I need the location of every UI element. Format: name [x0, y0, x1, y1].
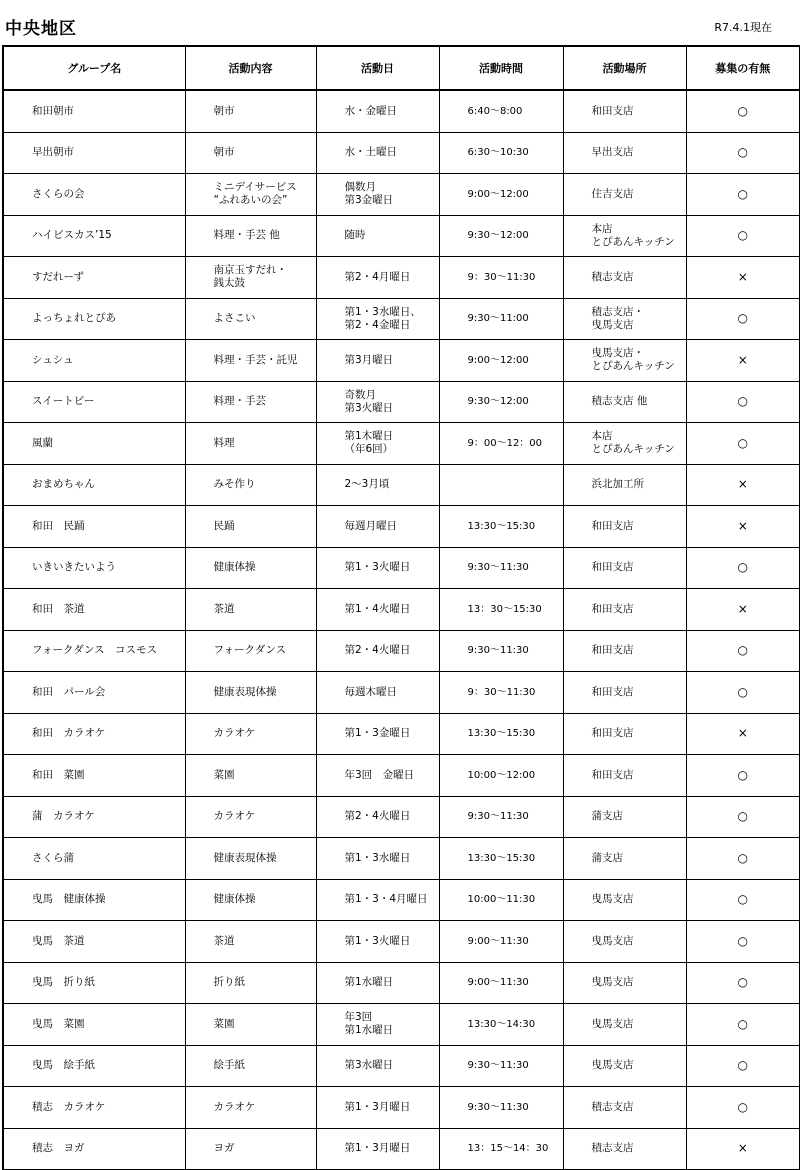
recruiting-cell: ○: [686, 174, 800, 216]
activity-cell: 健康表現体操: [185, 838, 316, 880]
column-header-time: 活動時間: [439, 46, 563, 90]
as-of-date: R7.4.1現在: [714, 21, 772, 34]
time-cell: 9:30～11:30: [439, 1045, 563, 1087]
table-row: [3, 464, 800, 506]
table-row: [3, 796, 800, 838]
group-name-cell: フォークダンス コスモス: [3, 630, 185, 672]
days-cell: 2～3月頃: [316, 464, 439, 506]
activity-cell: 菜園: [185, 1004, 316, 1046]
activity-cell: 料理・手芸: [185, 381, 316, 423]
group-name-cell: 和田朝市: [3, 90, 185, 132]
recruiting-cell: ×: [686, 506, 800, 548]
table-row: [3, 174, 800, 216]
time-cell: 9:00～12:00: [439, 340, 563, 382]
recruiting-cell: ×: [686, 340, 800, 382]
place-cell: 本店 とぴあんキッチン: [563, 215, 686, 257]
activity-cell: 茶道: [185, 589, 316, 631]
group-name-cell: よっちょれとぴあ: [3, 298, 185, 340]
group-name-cell: 和田 カラオケ: [3, 713, 185, 755]
group-name-cell: 和田 茶道: [3, 589, 185, 631]
days-cell: 第1木曜日 （年6回）: [316, 423, 439, 465]
recruiting-cell: ○: [686, 1045, 800, 1087]
activity-cell: 折り紙: [185, 962, 316, 1004]
table-row: [3, 423, 800, 465]
recruiting-cell: ○: [686, 90, 800, 132]
days-cell: 偶数月 第3金曜日: [316, 174, 439, 216]
place-cell: 積志支店: [563, 257, 686, 299]
recruiting-cell: ○: [686, 838, 800, 880]
column-header-group-name: グループ名: [3, 46, 185, 90]
days-cell: 第1・3月曜日: [316, 1087, 439, 1129]
group-name-cell: おまめちゃん: [3, 464, 185, 506]
page-title: 中央地区: [5, 19, 77, 39]
column-header-recruiting: 募集の有無: [686, 46, 800, 90]
table-row: [3, 1004, 800, 1046]
place-cell: 和田支店: [563, 630, 686, 672]
table-row: [3, 630, 800, 672]
days-cell: 第1・3金曜日: [316, 713, 439, 755]
column-header-activity: 活動内容: [185, 46, 316, 90]
activity-cell: 健康体操: [185, 879, 316, 921]
time-cell: 9:30～11:30: [439, 1087, 563, 1129]
table-row: [3, 713, 800, 755]
table-row: [3, 90, 800, 132]
group-name-cell: 蒲 カラオケ: [3, 796, 185, 838]
activity-cell: ヨガ: [185, 1128, 316, 1170]
activity-cell: 絵手紙: [185, 1045, 316, 1087]
group-name-cell: 風蘭: [3, 423, 185, 465]
days-cell: 第3月曜日: [316, 340, 439, 382]
place-cell: 浜北加工所: [563, 464, 686, 506]
group-name-cell: 曳馬 茶道: [3, 921, 185, 963]
activity-cell: 料理・手芸 他: [185, 215, 316, 257]
days-cell: 年3回 第1水曜日: [316, 1004, 439, 1046]
recruiting-cell: ○: [686, 921, 800, 963]
place-cell: 蒲支店: [563, 796, 686, 838]
recruiting-cell: ○: [686, 215, 800, 257]
time-cell: 10:00～11:30: [439, 879, 563, 921]
days-cell: 第2・4火曜日: [316, 630, 439, 672]
group-name-cell: 曳馬 菜園: [3, 1004, 185, 1046]
place-cell: 和田支店: [563, 713, 686, 755]
table-body: [3, 90, 800, 1170]
activity-cell: 健康体操: [185, 547, 316, 589]
days-cell: 毎週木曜日: [316, 672, 439, 714]
recruiting-cell: ○: [686, 547, 800, 589]
days-cell: 第1水曜日: [316, 962, 439, 1004]
table-row: [3, 589, 800, 631]
group-name-cell: さくらの会: [3, 174, 185, 216]
place-cell: 曳馬支店・ とぴあんキッチン: [563, 340, 686, 382]
group-name-cell: スイートピー: [3, 381, 185, 423]
time-cell: 9:30～12:00: [439, 215, 563, 257]
recruiting-cell: ○: [686, 381, 800, 423]
recruiting-cell: ○: [686, 1087, 800, 1129]
column-header-place: 活動場所: [563, 46, 686, 90]
time-cell: 13：15～14：30: [439, 1128, 563, 1170]
place-cell: 曳馬支店: [563, 921, 686, 963]
group-name-cell: 和田 民踊: [3, 506, 185, 548]
recruiting-cell: ○: [686, 132, 800, 174]
table-row: [3, 1045, 800, 1087]
activity-cell: みそ作り: [185, 464, 316, 506]
place-cell: 曳馬支店: [563, 1004, 686, 1046]
place-cell: 蒲支店: [563, 838, 686, 880]
time-cell: 9:30～11:30: [439, 547, 563, 589]
days-cell: 第2・4火曜日: [316, 796, 439, 838]
activity-cell: 茶道: [185, 921, 316, 963]
group-name-cell: さくら蒲: [3, 838, 185, 880]
table-row: [3, 672, 800, 714]
group-name-cell: 積志 カラオケ: [3, 1087, 185, 1129]
group-name-cell: 曳馬 折り紙: [3, 962, 185, 1004]
table-row: [3, 1087, 800, 1129]
days-cell: 奇数月 第3火曜日: [316, 381, 439, 423]
place-cell: 積志支店: [563, 1128, 686, 1170]
recruiting-cell: ○: [686, 962, 800, 1004]
table-row: [3, 838, 800, 880]
time-cell: 9:30～11:30: [439, 796, 563, 838]
time-cell: 13:30～15:30: [439, 506, 563, 548]
time-cell: 13：30～15:30: [439, 589, 563, 631]
recruiting-cell: ○: [686, 630, 800, 672]
activity-cell: 民踊: [185, 506, 316, 548]
activity-table: [2, 45, 800, 1170]
group-name-cell: 曳馬 絵手紙: [3, 1045, 185, 1087]
time-cell: 13:30～15:30: [439, 838, 563, 880]
activity-cell: 料理: [185, 423, 316, 465]
days-cell: 第3水曜日: [316, 1045, 439, 1087]
table-header-row: [3, 46, 800, 90]
place-cell: 和田支店: [563, 547, 686, 589]
group-name-cell: 早出朝市: [3, 132, 185, 174]
days-cell: 第1・3・4月曜日: [316, 879, 439, 921]
place-cell: 和田支店: [563, 672, 686, 714]
time-cell: 9:30～11:30: [439, 630, 563, 672]
time-cell: 13:30～14:30: [439, 1004, 563, 1046]
activity-cell: ミニデイサービス “ふれあいの会”: [185, 174, 316, 216]
group-name-cell: 和田 パール会: [3, 672, 185, 714]
days-cell: 第2・4月曜日: [316, 257, 439, 299]
place-cell: 曳馬支店: [563, 962, 686, 1004]
days-cell: 随時: [316, 215, 439, 257]
activity-cell: フォークダンス: [185, 630, 316, 672]
activity-cell: カラオケ: [185, 1087, 316, 1129]
recruiting-cell: ○: [686, 298, 800, 340]
place-cell: 曳馬支店: [563, 879, 686, 921]
place-cell: 和田支店: [563, 90, 686, 132]
days-cell: 水・土曜日: [316, 132, 439, 174]
table-row: [3, 755, 800, 797]
group-name-cell: シュシュ: [3, 340, 185, 382]
recruiting-cell: ○: [686, 423, 800, 465]
days-cell: 第1・4火曜日: [316, 589, 439, 631]
table-row: [3, 506, 800, 548]
column-header-days: 活動日: [316, 46, 439, 90]
table-row: [3, 257, 800, 299]
place-cell: 積志支店: [563, 1087, 686, 1129]
place-cell: 本店 とぴあんキッチン: [563, 423, 686, 465]
recruiting-cell: ×: [686, 1128, 800, 1170]
time-cell: 6:40～8:00: [439, 90, 563, 132]
place-cell: 住吉支店: [563, 174, 686, 216]
time-cell: 9:00～11:30: [439, 921, 563, 963]
time-cell: 9：30～11:30: [439, 672, 563, 714]
activity-cell: カラオケ: [185, 713, 316, 755]
activity-cell: カラオケ: [185, 796, 316, 838]
time-cell: 9:30～11:00: [439, 298, 563, 340]
recruiting-cell: ○: [686, 755, 800, 797]
table-row: [3, 132, 800, 174]
activity-cell: 朝市: [185, 132, 316, 174]
table-row: [3, 1128, 800, 1170]
activity-cell: 健康表現体操: [185, 672, 316, 714]
table-row: [3, 298, 800, 340]
recruiting-cell: ○: [686, 879, 800, 921]
activity-cell: よさこい: [185, 298, 316, 340]
days-cell: 年3回 金曜日: [316, 755, 439, 797]
days-cell: 第1・3水曜日: [316, 838, 439, 880]
time-cell: 9:00～12:00: [439, 174, 563, 216]
group-name-cell: 和田 菜園: [3, 755, 185, 797]
place-cell: 積志支店 他: [563, 381, 686, 423]
table-row: [3, 340, 800, 382]
days-cell: 毎週月曜日: [316, 506, 439, 548]
activity-cell: 南京玉すだれ・ 銭太鼓: [185, 257, 316, 299]
days-cell: 第1・3火曜日: [316, 921, 439, 963]
group-name-cell: すだれーず: [3, 257, 185, 299]
time-cell: 10:00～12:00: [439, 755, 563, 797]
time-cell: 9：00～12：00: [439, 423, 563, 465]
table-row: [3, 547, 800, 589]
place-cell: 和田支店: [563, 506, 686, 548]
activity-cell: 料理・手芸・託児: [185, 340, 316, 382]
time-cell: 9：30～11:30: [439, 257, 563, 299]
group-name-cell: 積志 ヨガ: [3, 1128, 185, 1170]
recruiting-cell: ×: [686, 713, 800, 755]
time-cell: 6:30～10:30: [439, 132, 563, 174]
time-cell: [439, 464, 563, 506]
time-cell: 9:30～12:00: [439, 381, 563, 423]
group-name-cell: 曳馬 健康体操: [3, 879, 185, 921]
time-cell: 9:00～11:30: [439, 962, 563, 1004]
table-row: [3, 879, 800, 921]
recruiting-cell: ×: [686, 464, 800, 506]
place-cell: 積志支店・ 曳馬支店: [563, 298, 686, 340]
table-row: [3, 215, 800, 257]
table-row: [3, 921, 800, 963]
recruiting-cell: ○: [686, 672, 800, 714]
place-cell: 和田支店: [563, 755, 686, 797]
days-cell: 第1・3水曜日、 第2・4金曜日: [316, 298, 439, 340]
place-cell: 早出支店: [563, 132, 686, 174]
days-cell: 第1・3月曜日: [316, 1128, 439, 1170]
recruiting-cell: ×: [686, 257, 800, 299]
activity-cell: 朝市: [185, 90, 316, 132]
table-row: [3, 381, 800, 423]
recruiting-cell: ×: [686, 589, 800, 631]
group-name-cell: ハイビスカス’15: [3, 215, 185, 257]
table-row: [3, 962, 800, 1004]
group-name-cell: いきいきたいよう: [3, 547, 185, 589]
days-cell: 第1・3火曜日: [316, 547, 439, 589]
place-cell: 曳馬支店: [563, 1045, 686, 1087]
time-cell: 13:30～15:30: [439, 713, 563, 755]
days-cell: 水・金曜日: [316, 90, 439, 132]
recruiting-cell: ○: [686, 796, 800, 838]
activity-cell: 菜園: [185, 755, 316, 797]
place-cell: 和田支店: [563, 589, 686, 631]
recruiting-cell: ○: [686, 1004, 800, 1046]
